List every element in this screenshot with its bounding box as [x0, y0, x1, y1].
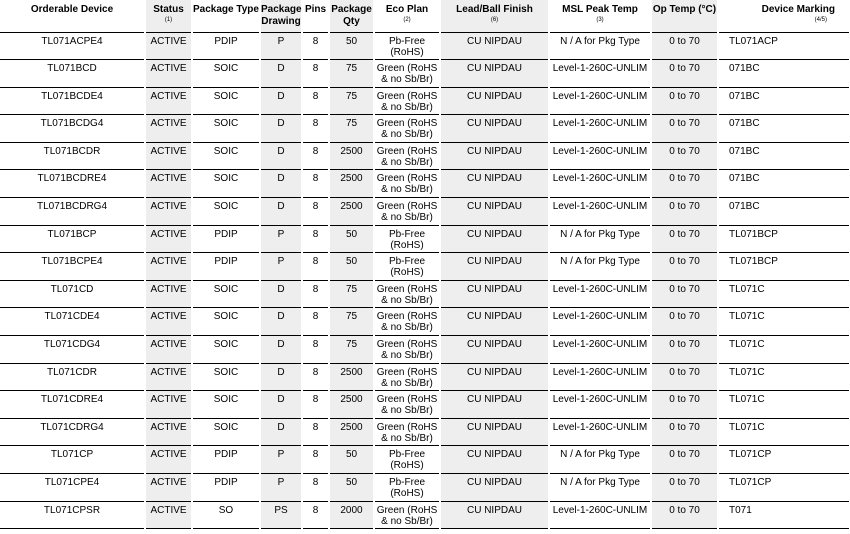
cell-package-drawing: P — [260, 446, 302, 474]
cell-status: ACTIVE — [145, 336, 192, 364]
cell-op-temp: 0 to 70 — [651, 336, 718, 364]
cell-eco-plan — [374, 363, 440, 391]
cell-device-marking: 071BC — [718, 170, 850, 198]
eco-plan-line-2: (RoHS) — [390, 46, 424, 58]
cell-op-temp: 0 to 70 — [651, 32, 718, 60]
cell-op-temp: 0 to 70 — [651, 253, 718, 281]
eco-plan-line-1: Green (RoHS — [376, 421, 438, 433]
cell-lead-finish: CU NIPDAU — [440, 115, 549, 143]
eco-plan-line-2: (RoHS) — [390, 239, 424, 251]
marking-note: (4/5) — [814, 17, 827, 23]
eco-plan-line-2: (RoHS) — [390, 267, 424, 279]
cell-pins: 8 — [302, 87, 329, 115]
cell-orderable-device: TL071BCD — [0, 60, 145, 88]
eco-plan-line-1: Green (RoHS — [376, 145, 438, 157]
cell-device-marking: T071 — [718, 501, 850, 529]
cell-device-marking: 071BC — [718, 115, 850, 143]
eco-plan-line-2: & no Sb/Br) — [381, 350, 433, 362]
cell-msl-peak-temp: Level-1-260C-UNLIM — [549, 501, 651, 529]
cell-op-temp: 0 to 70 — [651, 474, 718, 502]
eco-plan-line-2: (RoHS) — [390, 460, 424, 472]
cell-package-type: PDIP — [192, 446, 260, 474]
cell-package-drawing: D — [260, 336, 302, 364]
cell-status: ACTIVE — [145, 198, 192, 226]
msl-note: (3) — [596, 17, 604, 23]
cell-msl-peak-temp: Level-1-260C-UNLIM — [549, 170, 651, 198]
cell-package-qty: 2500 — [329, 391, 374, 419]
table-row — [0, 391, 850, 419]
eco-plan-line-2: (RoHS) — [390, 488, 424, 499]
cell-pins: 8 — [302, 142, 329, 170]
cell-op-temp: 0 to 70 — [651, 170, 718, 198]
cell-package-qty: 50 — [329, 253, 374, 281]
cell-device-marking: TL071ACP — [718, 32, 850, 60]
header-lead-finish: Lead/Ball Finish (6) — [440, 0, 549, 32]
cell-eco-plan — [374, 142, 440, 170]
cell-package-type: PDIP — [192, 253, 260, 281]
cell-eco-plan — [374, 225, 440, 253]
eco-plan-line-1: Green (RoHS — [376, 504, 438, 516]
cell-orderable-device: TL071BCP — [0, 225, 145, 253]
eco-plan-line-1: Green (RoHS — [376, 63, 438, 75]
eco-plan-line-2: & no Sb/Br) — [381, 405, 433, 417]
eco-plan-line-2: & no Sb/Br) — [381, 156, 433, 168]
cell-eco-plan — [374, 336, 440, 364]
table-row — [0, 198, 850, 226]
cell-package-type: SOIC — [192, 142, 260, 170]
table-row — [0, 308, 850, 336]
cell-lead-finish: CU NIPDAU — [440, 198, 549, 226]
cell-status: ACTIVE — [145, 253, 192, 281]
cell-device-marking: TL071CP — [718, 474, 850, 502]
cell-msl-peak-temp: Level-1-260C-UNLIM — [549, 87, 651, 115]
cell-status: ACTIVE — [145, 170, 192, 198]
cell-pins: 8 — [302, 418, 329, 446]
cell-msl-peak-temp: Level-1-260C-UNLIM — [549, 418, 651, 446]
cell-orderable-device: TL071CP — [0, 446, 145, 474]
cell-device-marking: TL071C — [718, 280, 850, 308]
table-row — [0, 60, 850, 88]
cell-package-type: PDIP — [192, 32, 260, 60]
cell-eco-plan — [374, 32, 440, 60]
table-row — [0, 115, 850, 143]
cell-op-temp: 0 to 70 — [651, 391, 718, 419]
cell-pins: 8 — [302, 446, 329, 474]
cell-device-marking: TL071C — [718, 336, 850, 364]
cell-package-drawing: P — [260, 474, 302, 502]
cell-op-temp: 0 to 70 — [651, 142, 718, 170]
cell-eco-plan — [374, 60, 440, 88]
cell-op-temp: 0 to 70 — [651, 198, 718, 226]
cell-status: ACTIVE — [145, 115, 192, 143]
cell-lead-finish: CU NIPDAU — [440, 308, 549, 336]
cell-msl-peak-temp: N / A for Pkg Type — [549, 225, 651, 253]
cell-package-drawing: D — [260, 418, 302, 446]
cell-lead-finish: CU NIPDAU — [440, 336, 549, 364]
cell-device-marking: 071BC — [718, 142, 850, 170]
cell-eco-plan — [374, 391, 440, 419]
cell-status: ACTIVE — [145, 308, 192, 336]
cell-package-drawing: PS — [260, 501, 302, 529]
cell-status: ACTIVE — [145, 60, 192, 88]
eco-plan-line-2: & no Sb/Br) — [381, 432, 433, 444]
cell-package-drawing: D — [260, 60, 302, 88]
cell-pins: 8 — [302, 225, 329, 253]
cell-orderable-device: TL071BCDG4 — [0, 115, 145, 143]
cell-eco-plan — [374, 418, 440, 446]
eco-plan-line-2: & no Sb/Br) — [381, 212, 433, 224]
eco-plan-line-1: Green (RoHS — [376, 90, 438, 102]
cell-pins: 8 — [302, 60, 329, 88]
eco-plan-line-1: Pb-Free — [388, 35, 426, 47]
cell-msl-peak-temp: Level-1-260C-UNLIM — [549, 336, 651, 364]
eco-plan-line-2: & no Sb/Br) — [381, 101, 433, 113]
cell-eco-plan — [374, 115, 440, 143]
cell-msl-peak-temp: N / A for Pkg Type — [549, 32, 651, 60]
cell-package-qty: 2500 — [329, 142, 374, 170]
cell-package-type: SOIC — [192, 280, 260, 308]
table-row — [0, 170, 850, 198]
cell-orderable-device: TL071BCDRE4 — [0, 170, 145, 198]
cell-msl-peak-temp: Level-1-260C-UNLIM — [549, 198, 651, 226]
cell-msl-peak-temp: N / A for Pkg Type — [549, 253, 651, 281]
header-eco-plan: Eco Plan (2) — [374, 0, 440, 32]
cell-pins: 8 — [302, 198, 329, 226]
cell-package-type: SOIC — [192, 336, 260, 364]
cell-eco-plan — [374, 253, 440, 281]
cell-package-type: SOIC — [192, 60, 260, 88]
header-status: Status (1) — [145, 0, 192, 32]
cell-lead-finish: CU NIPDAU — [440, 32, 549, 60]
cell-package-qty: 2000 — [329, 501, 374, 529]
cell-op-temp: 0 to 70 — [651, 280, 718, 308]
eco-plan-line-1: Pb-Free — [388, 449, 426, 461]
cell-lead-finish: CU NIPDAU — [440, 60, 549, 88]
cell-package-type: SOIC — [192, 170, 260, 198]
cell-msl-peak-temp: N / A for Pkg Type — [549, 474, 651, 502]
cell-pins: 8 — [302, 336, 329, 364]
cell-package-drawing: D — [260, 115, 302, 143]
header-device-marking: Device Marking (4/5) — [718, 0, 850, 32]
eco-plan-line-1: Green (RoHS — [376, 173, 438, 185]
cell-package-drawing: D — [260, 198, 302, 226]
header-package-type: Package Type — [192, 0, 260, 32]
header-package-qty: Package Qty — [329, 0, 374, 32]
cell-package-drawing: D — [260, 280, 302, 308]
cell-package-drawing: D — [260, 170, 302, 198]
cell-package-qty: 50 — [329, 225, 374, 253]
eco-plan-line-2: & no Sb/Br) — [381, 294, 433, 306]
cell-orderable-device: TL071ACPE4 — [0, 32, 145, 60]
cell-device-marking: TL071CP — [718, 446, 850, 474]
cell-device-marking: 071BC — [718, 198, 850, 226]
cell-package-type: SOIC — [192, 87, 260, 115]
cell-op-temp: 0 to 70 — [651, 115, 718, 143]
cell-device-marking: TL071C — [718, 418, 850, 446]
cell-package-drawing: D — [260, 391, 302, 419]
table-row — [0, 225, 850, 253]
cell-package-qty: 2500 — [329, 170, 374, 198]
cell-package-qty: 75 — [329, 60, 374, 88]
cell-package-type: PDIP — [192, 474, 260, 502]
cell-pins: 8 — [302, 501, 329, 529]
table-row — [0, 32, 850, 60]
eco-plan-line-2: & no Sb/Br) — [381, 74, 433, 86]
cell-status: ACTIVE — [145, 87, 192, 115]
cell-orderable-device: TL071BCDR — [0, 142, 145, 170]
eco-plan-line-1: Pb-Free — [388, 477, 426, 488]
cell-orderable-device: TL071CPE4 — [0, 474, 145, 502]
cell-msl-peak-temp: N / A for Pkg Type — [549, 446, 651, 474]
cell-orderable-device: TL071CPSR — [0, 501, 145, 529]
cell-device-marking: 071BC — [718, 60, 850, 88]
cell-pins: 8 — [302, 363, 329, 391]
cell-op-temp: 0 to 70 — [651, 308, 718, 336]
eco-plan-line-1: Pb-Free — [388, 228, 426, 240]
eco-plan-line-2: & no Sb/Br) — [381, 322, 433, 334]
table-row — [0, 142, 850, 170]
cell-package-type: PDIP — [192, 225, 260, 253]
cell-pins: 8 — [302, 280, 329, 308]
cell-msl-peak-temp: Level-1-260C-UNLIM — [549, 308, 651, 336]
cell-msl-peak-temp: Level-1-260C-UNLIM — [549, 363, 651, 391]
cell-orderable-device: TL071CD — [0, 280, 145, 308]
cell-orderable-device: TL071CDRG4 — [0, 418, 145, 446]
cell-lead-finish: CU NIPDAU — [440, 142, 549, 170]
cell-eco-plan — [374, 170, 440, 198]
cell-package-qty: 2500 — [329, 198, 374, 226]
lead-finish-note: (6) — [490, 17, 499, 23]
cell-lead-finish: CU NIPDAU — [440, 87, 549, 115]
cell-msl-peak-temp: Level-1-260C-UNLIM — [549, 391, 651, 419]
cell-op-temp: 0 to 70 — [651, 60, 718, 88]
cell-device-marking: TL071BCP — [718, 225, 850, 253]
cell-lead-finish: CU NIPDAU — [440, 474, 549, 502]
cell-package-type: SOIC — [192, 198, 260, 226]
cell-package-qty: 2500 — [329, 363, 374, 391]
eco-plan-line-1: Green (RoHS — [376, 118, 438, 130]
table-row — [0, 418, 850, 446]
cell-eco-plan — [374, 198, 440, 226]
cell-device-marking: 071BC — [718, 87, 850, 115]
cell-lead-finish: CU NIPDAU — [440, 391, 549, 419]
cell-package-type: SOIC — [192, 418, 260, 446]
table-row — [0, 363, 850, 391]
header-op-temp: Op Temp (°C) — [651, 0, 718, 32]
cell-package-qty: 2500 — [329, 418, 374, 446]
cell-op-temp: 0 to 70 — [651, 363, 718, 391]
cell-status: ACTIVE — [145, 418, 192, 446]
cell-lead-finish: CU NIPDAU — [440, 418, 549, 446]
cell-package-drawing: D — [260, 142, 302, 170]
cell-device-marking: TL071C — [718, 308, 850, 336]
cell-status: ACTIVE — [145, 501, 192, 529]
cell-eco-plan — [374, 501, 440, 529]
status-note: (1) — [164, 17, 173, 23]
cell-orderable-device: TL071CDE4 — [0, 308, 145, 336]
eco-plan-line-1: Green (RoHS — [376, 201, 438, 213]
cell-msl-peak-temp: Level-1-260C-UNLIM — [549, 60, 651, 88]
cell-package-qty: 50 — [329, 474, 374, 502]
cell-pins: 8 — [302, 253, 329, 281]
cell-package-qty: 75 — [329, 87, 374, 115]
cell-package-drawing: P — [260, 32, 302, 60]
eco-plan-line-1: Green (RoHS — [376, 366, 438, 378]
cell-pins: 8 — [302, 170, 329, 198]
cell-package-drawing: D — [260, 308, 302, 336]
header-msl-peak-temp: MSL Peak Temp (3) — [549, 0, 651, 32]
eco-plan-line-1: Green (RoHS — [376, 283, 438, 295]
cell-pins: 8 — [302, 32, 329, 60]
eco-plan-note: (2) — [403, 17, 411, 23]
cell-eco-plan — [374, 446, 440, 474]
cell-lead-finish: CU NIPDAU — [440, 446, 549, 474]
cell-lead-finish: CU NIPDAU — [440, 225, 549, 253]
cell-eco-plan — [374, 87, 440, 115]
cell-package-qty: 75 — [329, 336, 374, 364]
cell-lead-finish: CU NIPDAU — [440, 501, 549, 529]
table-row — [0, 474, 850, 502]
cell-package-qty: 50 — [329, 446, 374, 474]
cell-op-temp: 0 to 70 — [651, 501, 718, 529]
cell-op-temp: 0 to 70 — [651, 225, 718, 253]
cell-orderable-device: TL071BCPE4 — [0, 253, 145, 281]
cell-lead-finish: CU NIPDAU — [440, 363, 549, 391]
table-row — [0, 87, 850, 115]
cell-package-drawing: P — [260, 253, 302, 281]
eco-plan-line-1: Pb-Free — [388, 256, 426, 268]
eco-plan-line-1: Green (RoHS — [376, 339, 438, 351]
cell-pins: 8 — [302, 115, 329, 143]
cell-lead-finish: CU NIPDAU — [440, 170, 549, 198]
cell-orderable-device: TL071BCDRG4 — [0, 198, 145, 226]
cell-package-drawing: P — [260, 225, 302, 253]
cell-package-qty: 75 — [329, 280, 374, 308]
cell-device-marking: TL071BCP — [718, 253, 850, 281]
cell-package-type: SOIC — [192, 115, 260, 143]
cell-package-type: SO — [192, 501, 260, 529]
cell-status: ACTIVE — [145, 32, 192, 60]
cell-pins: 8 — [302, 308, 329, 336]
cell-op-temp: 0 to 70 — [651, 446, 718, 474]
header-orderable-device: Orderable Device — [0, 0, 145, 32]
cell-status: ACTIVE — [145, 142, 192, 170]
header-package-drawing: Package Drawing — [260, 0, 302, 32]
cell-op-temp: 0 to 70 — [651, 87, 718, 115]
cell-status: ACTIVE — [145, 280, 192, 308]
cell-eco-plan — [374, 474, 440, 502]
header-row — [0, 0, 850, 32]
cell-msl-peak-temp: Level-1-260C-UNLIM — [549, 142, 651, 170]
cell-eco-plan — [374, 280, 440, 308]
cell-device-marking: TL071C — [718, 363, 850, 391]
cell-status: ACTIVE — [145, 225, 192, 253]
cell-package-qty: 75 — [329, 308, 374, 336]
eco-plan-line-1: Green (RoHS — [376, 394, 438, 406]
cell-package-qty: 50 — [329, 32, 374, 60]
table-row — [0, 446, 850, 474]
cell-pins: 8 — [302, 391, 329, 419]
table-row — [0, 501, 850, 529]
cell-op-temp: 0 to 70 — [651, 418, 718, 446]
cell-package-drawing: D — [260, 87, 302, 115]
eco-plan-line-2: & no Sb/Br) — [381, 184, 433, 196]
cell-pins: 8 — [302, 474, 329, 502]
cell-orderable-device: TL071BCDE4 — [0, 87, 145, 115]
header-pins: Pins — [302, 0, 329, 32]
cell-package-drawing: D — [260, 363, 302, 391]
cell-package-type: SOIC — [192, 308, 260, 336]
cell-package-type: SOIC — [192, 363, 260, 391]
table-row — [0, 280, 850, 308]
cell-package-qty: 75 — [329, 115, 374, 143]
cell-status: ACTIVE — [145, 363, 192, 391]
cell-orderable-device: TL071CDG4 — [0, 336, 145, 364]
eco-plan-line-2: & no Sb/Br) — [381, 515, 433, 527]
cell-status: ACTIVE — [145, 446, 192, 474]
cell-lead-finish: CU NIPDAU — [440, 253, 549, 281]
eco-plan-line-2: & no Sb/Br) — [381, 377, 433, 389]
cell-package-type: SOIC — [192, 391, 260, 419]
cell-msl-peak-temp: Level-1-260C-UNLIM — [549, 280, 651, 308]
eco-plan-line-2: & no Sb/Br) — [381, 129, 433, 141]
cell-msl-peak-temp: Level-1-260C-UNLIM — [549, 115, 651, 143]
cell-eco-plan — [374, 308, 440, 336]
cell-status: ACTIVE — [145, 474, 192, 502]
cell-orderable-device: TL071CDR — [0, 363, 145, 391]
eco-plan-line-1: Green (RoHS — [376, 311, 438, 323]
table-row — [0, 336, 850, 364]
cell-lead-finish: CU NIPDAU — [440, 280, 549, 308]
cell-device-marking: TL071C — [718, 391, 850, 419]
cell-orderable-device: TL071CDRE4 — [0, 391, 145, 419]
table-row — [0, 253, 850, 281]
cell-status: ACTIVE — [145, 391, 192, 419]
